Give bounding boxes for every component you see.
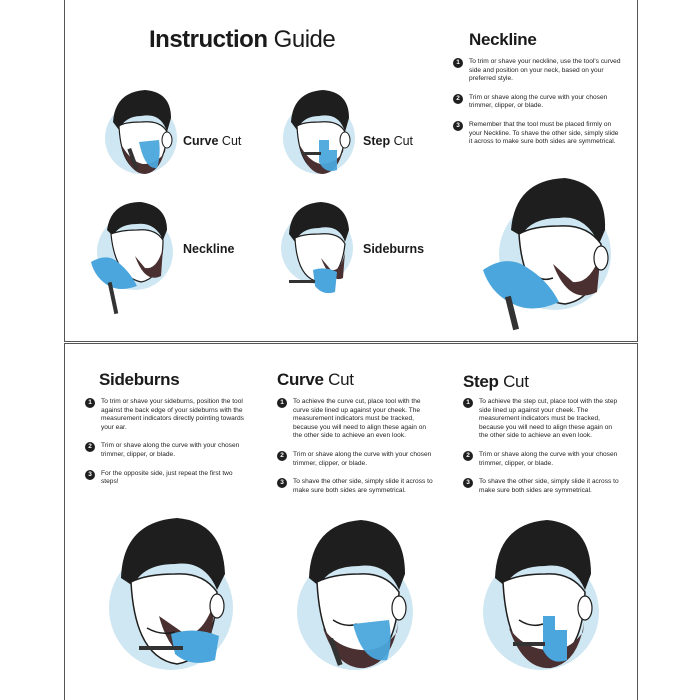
- title-bold: Instruction: [149, 26, 268, 53]
- step-number: 2: [463, 451, 473, 461]
- curve-cut-label-light: Cut: [221, 134, 242, 148]
- step-number: 2: [277, 451, 287, 461]
- sideburns-step-1: [85, 398, 249, 432]
- step-number: 1: [277, 398, 287, 408]
- neckline-step-3: [453, 121, 621, 147]
- curve-cut-label: [183, 134, 241, 148]
- step-text: To achieve the curve cut, place tool with the curve side lined up against your cheek. The measurement indicators must be tracked, because you will need to align these again on the other side to achieve an even look.: [293, 398, 427, 440]
- step-number: 3: [277, 478, 287, 488]
- curve-cut-label-bold: Curve: [183, 134, 219, 148]
- step-cut-steps: [463, 398, 623, 505]
- step-text: To shave the other side, simply slide it across to make sure both sides are symmetrical.: [479, 478, 619, 494]
- step-text: To achieve the step cut, place tool with the step side lined up against your cheek. The measurement indicators must be tracked, because you will need to align these again on the other side to achieve an even look.: [479, 398, 618, 440]
- sideburns-step-2: [85, 442, 249, 459]
- sideburns-illustration: [273, 196, 359, 288]
- step-number: 3: [85, 470, 95, 480]
- step-cut-title-bold: Step: [463, 372, 499, 391]
- step-text: Remember that the tool must be placed firmly on your Neckline. To shave the other side, simply slide it across to make sure both sides are symmetrical.: [469, 120, 619, 146]
- step-number: 3: [463, 478, 473, 488]
- step-text: Trim or shave along the curve with your chosen trimmer, clipper, or blade.: [101, 442, 240, 458]
- step-text: Trim or shave along the curve with your chosen trimmer, clipper, or blade.: [479, 450, 618, 467]
- curve-cut-illustration: [95, 82, 181, 174]
- page-title: [149, 26, 335, 54]
- neckline-label: [183, 242, 234, 256]
- neckline-step-1: [453, 58, 621, 84]
- step-number: 2: [453, 94, 463, 104]
- step-text: To trim or shave your neckline, use the tool's curved side and position on your neck, based on your preferred style.: [469, 58, 621, 83]
- curve-cut-large-illustration: [287, 512, 427, 698]
- step-cut-label-bold: Step: [363, 134, 391, 148]
- sideburns-step-3: [85, 470, 249, 487]
- curve-cut-step-3: [277, 478, 437, 495]
- curve-cut-title-light: Cut: [328, 370, 354, 389]
- curve-cut-step-1: [277, 398, 437, 441]
- sideburns-label-bold: Sideburns: [363, 242, 425, 256]
- step-text: To shave the other side, simply slide it across to make sure both sides are symmetrical.: [293, 478, 433, 494]
- step-text: Trim or shave along the curve with your chosen trimmer, clipper, or blade.: [293, 450, 432, 467]
- step-text: For the opposite side, just repeat the first two steps!: [101, 469, 233, 486]
- step-number: 1: [85, 398, 95, 408]
- step-cut-label: [363, 134, 413, 148]
- sideburns-label: [363, 242, 424, 256]
- sideburns-steps: [85, 398, 249, 497]
- curve-cut-title-bold: Curve: [277, 370, 324, 389]
- title-light: Guide: [273, 26, 336, 53]
- curve-cut-steps: [277, 398, 437, 505]
- step-cut-title: [463, 372, 529, 392]
- neckline-label-bold: Neckline: [183, 242, 235, 256]
- step-text: Trim or shave along the curve with your chosen trimmer, clipper, or blade.: [469, 93, 608, 110]
- step-cut-step-1: [463, 398, 623, 441]
- neckline-steps: [453, 58, 621, 157]
- sideburns-large-illustration: [99, 508, 249, 698]
- methods-panel: [64, 343, 638, 700]
- neckline-illustration: [85, 196, 171, 288]
- step-cut-title-light: Cut: [503, 372, 529, 391]
- step-cut-illustration: [273, 82, 359, 174]
- step-number: 1: [463, 398, 473, 408]
- neckline-title: Neckline: [469, 30, 537, 49]
- sideburns-title: Sideburns: [99, 370, 180, 389]
- step-number: 2: [85, 442, 95, 452]
- curve-cut-step-2: [277, 451, 437, 468]
- step-number: 3: [453, 121, 463, 131]
- step-text: To trim or shave your sideburns, position the tool against the back edge of your sideburns with the measurement indicators directly pointing towards your ear.: [101, 398, 244, 431]
- step-cut-step-2: [463, 451, 623, 468]
- neckline-step-2: [453, 94, 621, 111]
- curve-cut-title: [277, 370, 354, 390]
- step-cut-label-light: Cut: [393, 134, 414, 148]
- step-cut-step-3: [463, 478, 623, 495]
- step-number: 1: [453, 58, 463, 68]
- guide-panel: [64, 0, 638, 342]
- neckline-large-illustration: [473, 174, 623, 334]
- step-cut-large-illustration: [473, 512, 613, 698]
